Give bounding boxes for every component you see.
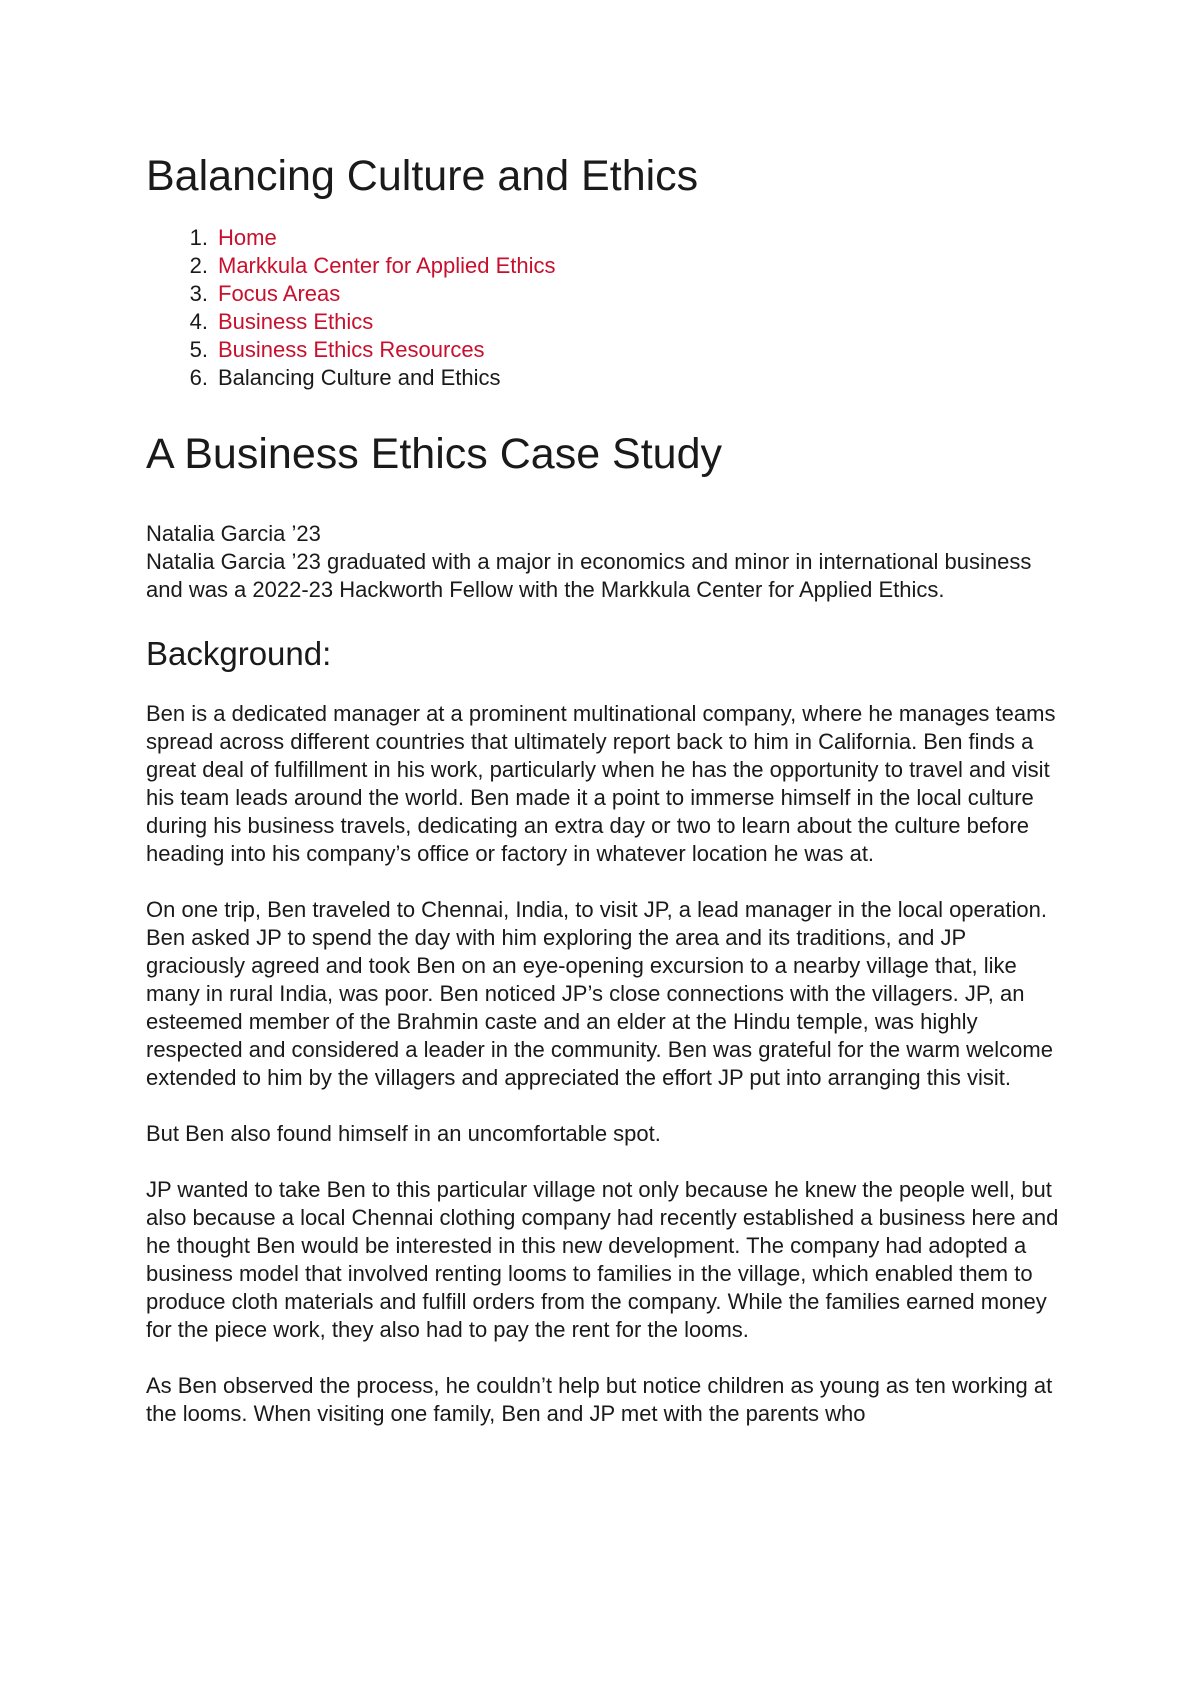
breadcrumb-current-page: Balancing Culture and Ethics	[218, 365, 501, 390]
breadcrumb-number: 3.	[189, 281, 208, 306]
breadcrumb-link-home[interactable]: Home	[218, 225, 277, 250]
breadcrumb-number: 6.	[189, 365, 208, 390]
breadcrumb-number: 4.	[189, 309, 208, 334]
body-paragraph: On one trip, Ben traveled to Chennai, India, to visit JP, a lead manager in the local operation. Ben asked JP to spend the day with him exploring the area and its traditions, and JP graciously agreed and took Ben on an eye-opening excursion to a nearby village that, like many in rural India, was poor. Ben noticed JP’s close connections with the villagers. JP, an esteemed member of the Brahmin caste and an elder at the Hindu temple, was highly respected and considered a leader in the community. Ben was grateful for the warm welcome extended to him by the villagers and appreciated the effort JP put into arranging this visit.	[146, 897, 1053, 1090]
breadcrumb-item-home	[146, 224, 1066, 252]
breadcrumb-number: 5.	[189, 337, 208, 362]
breadcrumb-item-business-ethics-resources	[146, 336, 1066, 364]
section-heading-background: Background:	[146, 635, 332, 672]
breadcrumb-link-focus-areas[interactable]: Focus Areas	[218, 281, 341, 306]
body-paragraph: JP wanted to take Ben to this particular village not only because he knew the people well, but also because a local Chennai clothing company had recently established a business here and he thought Ben would be interested in this new development. The company had adopted a business model that involved renting looms to families in the village, which enabled them to produce cloth materials and fulfill orders from the company. While the families earned money for the piece work, they also had to pay the rent for the looms.	[146, 1177, 1059, 1342]
article-subtitle: A Business Ethics Case Study	[146, 430, 723, 478]
breadcrumb-link-business-ethics-resources[interactable]: Business Ethics Resources	[218, 337, 485, 362]
breadcrumb-item-markkula-center	[146, 252, 1066, 280]
breadcrumb-item-current	[146, 364, 1066, 392]
author-bio: Natalia Garcia ’23 graduated with a major in economics and minor in international business and was a 2022-23 Hackworth Fellow with the Markkula Center for Applied Ethics.	[146, 549, 1032, 602]
author-block	[146, 520, 1066, 604]
breadcrumb-item-business-ethics	[146, 308, 1066, 336]
breadcrumb-link-markkula-center[interactable]: Markkula Center for Applied Ethics	[218, 253, 556, 278]
breadcrumb-link-business-ethics[interactable]: Business Ethics	[218, 309, 374, 334]
body-paragraph: As Ben observed the process, he couldn’t help but notice children as young as ten working at the looms. When visiting one family, Ben and JP met with the parents who	[146, 1373, 1053, 1426]
breadcrumb-number: 1.	[189, 225, 208, 250]
breadcrumb-item-focus-areas	[146, 280, 1066, 308]
article-body	[146, 700, 1066, 1428]
body-paragraph: But Ben also found himself in an uncomfortable spot.	[146, 1121, 661, 1146]
body-paragraph: Ben is a dedicated manager at a prominent multinational company, where he manages teams spread across different countries that ultimately report back to him in California. Ben finds a great deal of fulfillment in his work, particularly when he has the opportunity to travel and visit his team leads around the world. Ben made it a point to immerse himself in the local culture during his business travels, dedicating an extra day or two to learn about the culture before heading into his company’s office or factory in whatever location he was at.	[146, 701, 1056, 866]
page-title: Balancing Culture and Ethics	[146, 152, 699, 200]
document-page	[146, 150, 1066, 1456]
author-name: Natalia Garcia ’23	[146, 521, 321, 546]
breadcrumb-number: 2.	[189, 253, 208, 278]
breadcrumb	[146, 224, 1066, 392]
